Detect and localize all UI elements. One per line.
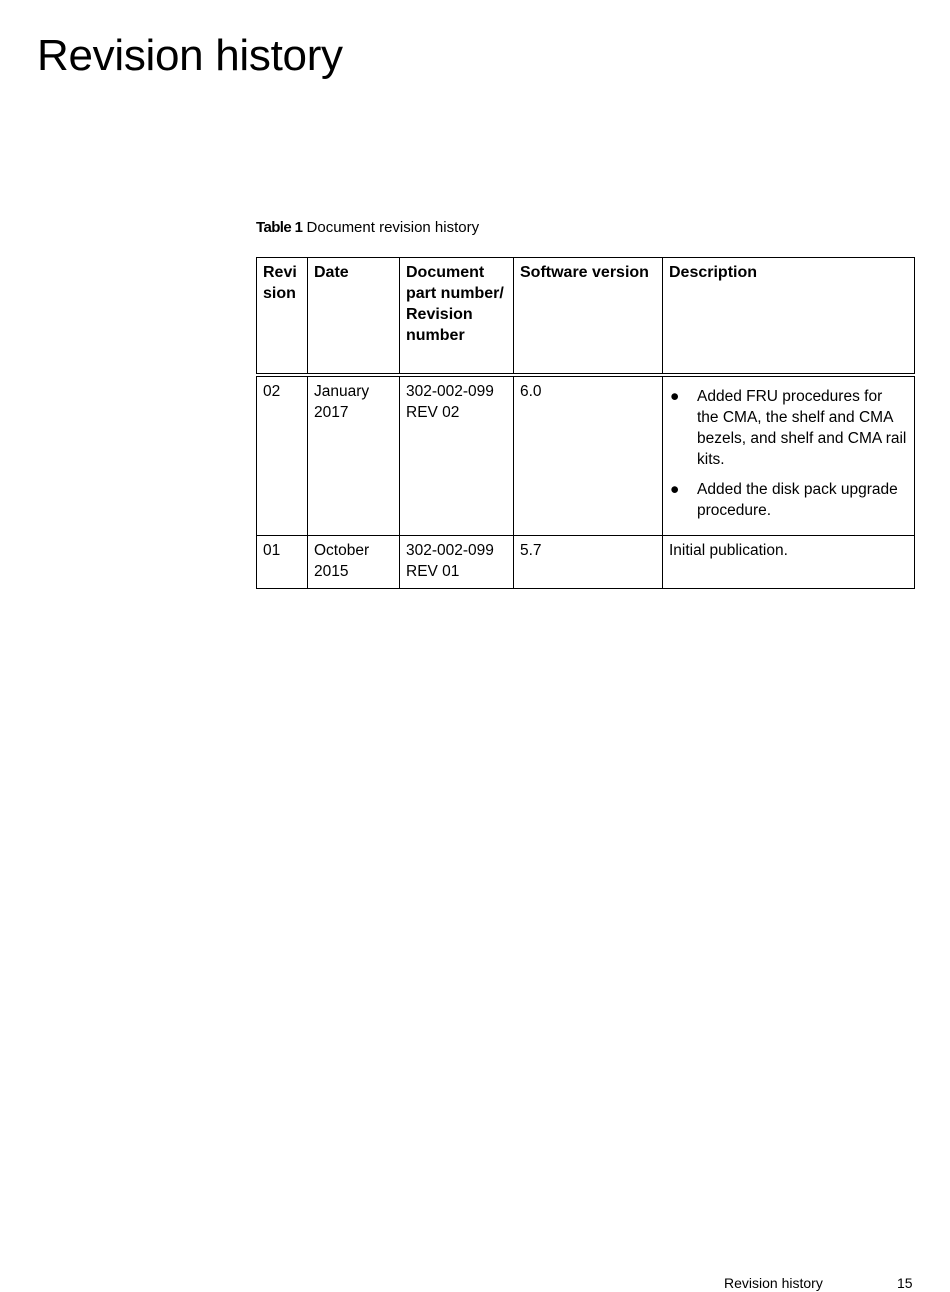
cell-software-version: 5.7 (514, 536, 663, 589)
footer-section-title: Revision history (724, 1275, 823, 1291)
cell-revision: 01 (257, 536, 308, 589)
bullet-icon: ● (670, 388, 680, 405)
header-part-number: Document part number/ Revision number (400, 258, 514, 376)
table-caption-label: Table 1 (256, 219, 303, 236)
footer-page-number: 15 (897, 1275, 913, 1291)
cell-description: Initial publication. (663, 536, 915, 589)
list-item (669, 479, 908, 521)
page-title: Revision history (37, 31, 343, 80)
header-revision: Revision (257, 258, 308, 376)
revision-history-table (256, 257, 915, 589)
cell-software-version: 6.0 (514, 375, 663, 536)
cell-date: October 2015 (308, 536, 400, 589)
list-item-text: Added FRU procedures for the CMA, the shelf and CMA bezels, and shelf and CMA rail kits. (697, 388, 907, 468)
list-item (669, 386, 908, 470)
cell-description (663, 375, 915, 536)
bullet-icon: ● (670, 481, 680, 498)
header-software-version: Software version (514, 258, 663, 376)
header-description: Description (663, 258, 915, 376)
table-row (257, 536, 915, 589)
cell-part-number: 302-002-099 REV 01 (400, 536, 514, 589)
cell-date: January 2017 (308, 375, 400, 536)
table-caption (256, 218, 479, 238)
table-row (257, 375, 915, 536)
table-caption-text: Document revision history (306, 219, 480, 236)
header-date: Date (308, 258, 400, 376)
list-item-text: Added the disk pack upgrade procedure. (697, 481, 898, 519)
cell-revision: 02 (257, 375, 308, 536)
table-header-row (257, 258, 915, 376)
cell-part-number: 302-002-099 REV 02 (400, 375, 514, 536)
description-bullet-list (669, 386, 908, 521)
